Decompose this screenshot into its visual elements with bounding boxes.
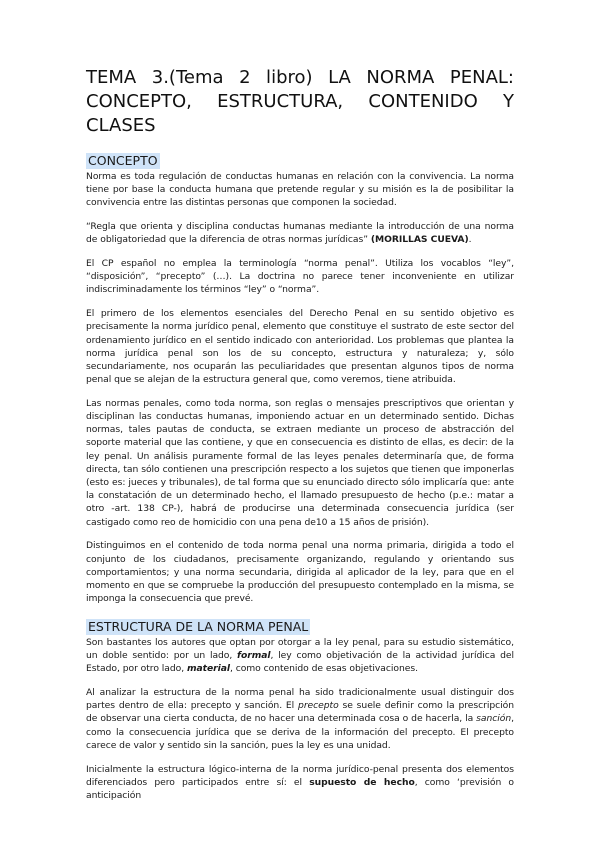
p8-text-c: , como la consecuencia jurídica que se deriva de la información del precepto. El precepto carece de valor y sentido sin la sanción, pues la ley es una unidad. [86,713,514,751]
p7-text-a: Son bastantes los autores que optan por otorgar a la ley penal, para su estudio sistemático, un doble sentido: por un lado, [86,636,514,662]
paragraph-4: El primero de los elementos esenciales del Derecho Penal en su sentido objetivo es precisamente la norma jurídico penal, elemento que constituye el sustrato de este sector del ordenamiento jurídico en el sentido indicado con anterioridad. Los problemas que plantea la norma jurídica penal son los de su concepto, estructura y naturaleza; y, sólo secundariamente, nos ocuparán las peculiaridades que presentan algunos tipos de norma penal que se alejan de la estructura general que, como veremos, tiene atribuida. [86,308,514,386]
p8-text-a: Al analizar la estructura de la norma penal ha sido tradicionalmente usual distinguir dos partes dentro de ella: precepto y sanción. El [86,687,514,712]
quote-end: . [468,234,472,246]
term-supuesto-de-hecho: supuesto de hecho [309,776,415,788]
paragraph-9 [86,763,514,803]
title-line-1: TEMA 3.(Tema 2 libro) LA NORMA PENAL: [86,67,514,88]
term-precepto: precepto [298,700,339,712]
p9-text-a: Inicialmente la estructura lógico-interna de la norma jurídico-penal presenta dos elementos diferenciados pero participados entre sí: el [86,763,514,788]
term-formal: formal [237,650,271,662]
paragraph-8 [86,686,514,752]
term-sancion: sanción [476,713,512,725]
title-line-2: CONCEPTO, ESTRUCTURA, CONTENIDO Y CLASES [86,91,514,136]
section-heading-estructura: ESTRUCTURA DE LA NORMA PENAL [88,618,309,634]
p7-text-b: , ley como objetivación de la actividad jurídica del Estado, por otro lado, [86,650,514,675]
quote-author: (MORILLAS CUEVA) [370,234,469,246]
p9-text-b: , como ‘previsión o anticipación [86,776,514,801]
paragraph-5: Las normas penales, como toda norma, son reglas o mensajes prescriptivos que orientan y disciplinan las conductas humanas, imponiendo actuar en un determinado sentido. Dichas normas, tales pautas de conducta, se extraen mediante un proceso de abstracción del soporte material que las contiene, y que en consecuencia es distinto de ellas, es decir: de la ley penal. Un análisis puramente formal de las leyes penales determinaría que, de forma directa, tan sólo contienen una prescripción respecto a los sujetos que tienen que imponerlas (esto es: jueces y tribunales), de tal forma que su enunciado directo sólo implicaría que: ante la constatación de un determinado hecho, el llamado presupuesto de hecho (p.e.: matar a otro -art. 138 CP-), habrá de producirse una determinada consecuencia jurídica (ser castigado como reo de homicidio con una pena de10 a 15 años de prisión). [86,397,514,528]
p7-text-c: , como contenido de esas objetivaciones. [229,663,418,675]
quote-text: “Regla que orienta y disciplina conductas humanas mediante la introducción de una norma de obligatoriedad que la diferencia de otras normas jurídicas” [86,221,514,246]
p8-text-b: se suele definir como la prescripción de observar una cierta conducta, de no hacer una determinada cosa o de hacerla, la [86,700,514,725]
section-heading-concepto: CONCEPTO [88,153,158,168]
term-material: material [186,663,230,675]
paragraph-7 [86,636,514,676]
page-title [86,66,514,138]
paragraph-2 [86,220,514,246]
paragraph-3: El CP español no emplea la terminología “norma penal”. Utiliza los vocablos “ley”, “disposición”, “precepto” (…). La doctrina no parece tener inconveniente en utilizar indiscriminadamente los términos “ley” o “norma”. [86,258,514,296]
paragraph-1: Norma es toda regulación de conductas humanas en relación con la convivencia. La norma tiene por base la conducta humana que pretende regular y su misión es la de posibilitar la convivencia entre las distintas personas que componen la sociedad. [86,171,514,209]
paragraph-6: Distinguimos en el contenido de toda norma penal una norma primaria, dirigida a todo el conjunto de los ciudadanos, precisamente organizando, regulando y orientando sus comportamientos; y una norma secundaria, dirigida al aplicador de la ley, para que en el momento en que se compruebe la producción del presupuesto contemplado en la misma, se imponga la consecuencia que prevé. [86,540,514,605]
